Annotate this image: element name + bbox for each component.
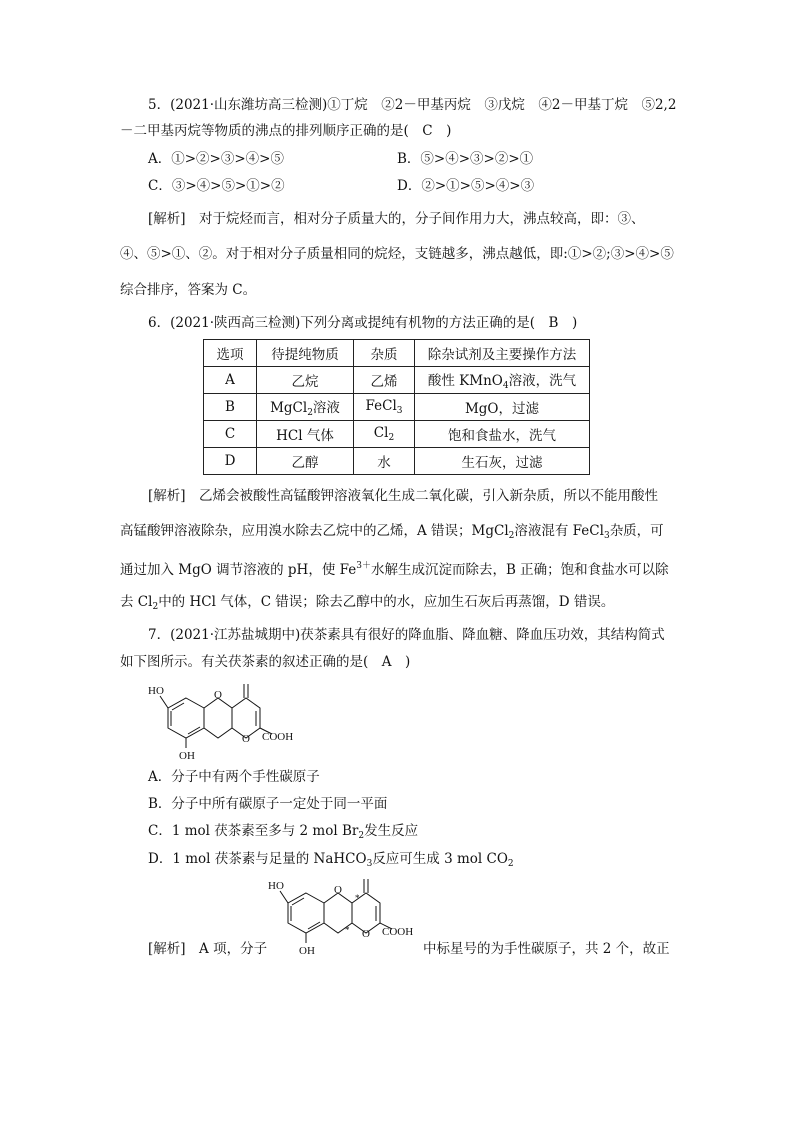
table-row	[204, 448, 590, 475]
header-cell: 杂质	[354, 340, 415, 367]
header-cell: 选项	[204, 340, 257, 367]
q5-explanation-line1: [解析] 对于烷烃而言，相对分子质量大的，分子间作用力大，沸点较高，即：③、	[148, 211, 645, 227]
q6-stem: 6．(2021·陕西高三检测)下列分离或提纯有机物的方法正确的是( B )	[148, 315, 578, 331]
q5-stem-line2: －二甲基丙烷等物质的沸点的排列顺序正确的是( C )	[120, 123, 452, 139]
table-header-row	[204, 340, 590, 367]
ring-oxygen-label: O	[362, 928, 370, 940]
q5-option-b: B．⑤>④>③>②>①	[397, 151, 534, 167]
q6-explanation-line3: 通过加入 MgO 调节溶液的 pH，使 $Fe^{3+}$水解生成沉淀而除去，B 正确；饱和食盐水可以除	[120, 561, 669, 578]
q5-explanation-line3: 综合排序，答案为 C。	[120, 282, 257, 298]
q5-option-c: C．③>④>⑤>①>②	[148, 178, 285, 194]
q6-explanation-line1: [解析] 乙烯会被酸性高锰酸钾溶液氧化生成二氧化碳，引入新杂质，所以不能用酸性	[148, 488, 659, 504]
hydroxyl-label: OH	[299, 945, 315, 957]
hydroxyl-label: HO	[268, 880, 284, 892]
q7-option-c: C．1 mol 茯茶素至多与 2 mol $Br_2$发生反应	[148, 823, 419, 841]
table-row	[204, 394, 590, 421]
table-cell: HCl 气体	[257, 421, 354, 448]
table-row	[204, 367, 590, 394]
carboxyl-label: COOH	[382, 926, 414, 938]
q5-stem-line1: 5．(2021·山东潍坊高三检测)①丁烷 ②2－甲基丙烷 ③戊烷 ④2－甲基丁烷 ⑤2,2	[148, 97, 677, 113]
q6-explanation-line2: 高锰酸钾溶液除杂，应用溴水除去乙烷中的乙烯，A 错误；MgCl$_2$溶液混有 FeCl$_3$杂质，可	[120, 523, 664, 541]
q5-option-a: A．①>②>③>④>⑤	[148, 151, 284, 167]
table-cell: 乙烷	[257, 367, 354, 394]
table-cell: FeCl$_3$	[354, 394, 415, 421]
fuchaxin-structure-diagram	[146, 676, 306, 762]
table-cell: 生石灰，过滤	[415, 448, 590, 475]
table-row	[204, 421, 590, 448]
header-cell: 待提纯物质	[257, 340, 354, 367]
carboxyl-label: COOH	[262, 731, 294, 743]
q6-table	[203, 339, 590, 475]
header-cell: 除杂试剂及主要操作方法	[415, 340, 590, 367]
table-cell: 酸性 KMnO$_4$溶液，洗气	[415, 367, 590, 394]
table-cell: D	[204, 448, 257, 475]
ring-oxygen-label: O	[334, 884, 342, 896]
table-cell: C	[204, 421, 257, 448]
table-cell: MgCl$_2$溶液	[257, 394, 354, 421]
table-cell: B	[204, 394, 257, 421]
q7-stem-line1: 7．(2021·江苏盐城期中)茯茶素具有很好的降血脂、降血糖、降血压功效，其结构简式	[148, 627, 665, 643]
q7-explanation-part2: 中标星号的为手性碳原子，共 2 个，故正	[423, 941, 670, 957]
table-cell: 水	[354, 448, 415, 475]
chiral-star-mark: *	[345, 925, 350, 935]
q5-explanation-line2: ④、⑤>①、②。对于相对分子质量相同的烷烃，支链越多，沸点越低，即:①>②;③>④>⑤	[120, 246, 674, 262]
q7-stem-line2: 如下图所示。有关茯茶素的叙述正确的是( A )	[120, 654, 411, 670]
q5-option-d: D．②>①>⑤>④>③	[397, 178, 535, 194]
table-cell: A	[204, 367, 257, 394]
q7-explanation-part1: [解析] A 项，分子	[148, 941, 268, 957]
chiral-star-mark: *	[355, 893, 360, 903]
q7-option-d: D．1 mol 茯茶素与足量的 NaHCO$_3$反应可生成 3 mol $CO_2$	[148, 851, 514, 869]
q7-option-a: A．分子中有两个手性碳原子	[148, 769, 320, 785]
hydroxyl-label: HO	[148, 685, 164, 697]
ring-oxygen-label: O	[242, 733, 250, 745]
hydroxyl-label: OH	[179, 750, 195, 762]
q6-explanation-line4: 去 $Cl_2$中的 HCl 气体，C 错误；除去乙醇中的水，应加生石灰后再蒸馏，D 错误。	[120, 594, 615, 612]
table-cell: 饱和食盐水，洗气	[415, 421, 590, 448]
table-cell: $Cl_2$	[354, 421, 415, 448]
ring-oxygen-label: O	[214, 689, 222, 701]
table-cell: 乙醇	[257, 448, 354, 475]
q7-option-b: B．分子中所有碳原子一定处于同一平面	[148, 796, 388, 812]
table-cell: 乙烯	[354, 367, 415, 394]
table-cell: MgO，过滤	[415, 394, 590, 421]
fuchaxin-structure-starred-diagram	[266, 871, 426, 957]
